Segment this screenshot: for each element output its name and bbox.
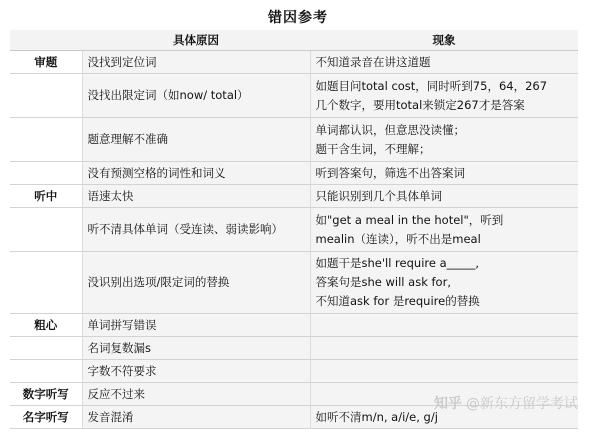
cause-text: 字数不符要求 <box>87 363 157 378</box>
cause-text: 语速太快 <box>87 188 134 203</box>
row-phenomenon <box>310 337 578 360</box>
watermark <box>434 393 578 413</box>
table-row <box>10 252 578 314</box>
phenomenon-text: mealin（连读），听不出是meal <box>315 231 481 246</box>
cause-text: 发音混淆 <box>87 409 134 424</box>
row-category <box>10 118 82 162</box>
row-cause <box>82 185 310 208</box>
row-phenomenon <box>310 208 578 252</box>
row-category: 听中 <box>10 185 82 208</box>
phenomenon-text: 只能识别到几个具体单词 <box>315 188 442 203</box>
phenomenon-text: 不知道录音在讲这道题 <box>315 54 431 69</box>
table-row <box>10 162 578 185</box>
table-row <box>10 337 578 360</box>
table-row <box>10 208 578 252</box>
cause-text: 听不清具体单词（受连读、弱读影响） <box>87 222 283 236</box>
table-row <box>10 74 578 118</box>
table-row <box>10 360 578 383</box>
cause-text: 没找到定位词 <box>87 54 157 69</box>
row-cause <box>82 252 310 314</box>
row-cause <box>82 383 310 406</box>
row-cause <box>82 360 310 383</box>
phenomenon-text: 不知道ask for 是require的替换 <box>315 294 480 308</box>
row-category <box>10 360 82 383</box>
header-category <box>10 30 82 51</box>
error-cause-table <box>10 30 578 429</box>
row-cause <box>82 74 310 118</box>
row-category <box>10 162 82 185</box>
row-category: 审题 <box>10 51 82 74</box>
cause-text: 没有预测空格的词性和词义 <box>87 165 226 180</box>
cause-text: 题意理解不准确 <box>87 132 168 146</box>
row-cause <box>82 51 310 74</box>
row-cause <box>82 406 310 429</box>
row-cause <box>82 118 310 162</box>
row-phenomenon <box>310 360 578 383</box>
row-phenomenon <box>310 314 578 337</box>
row-phenomenon <box>310 51 578 74</box>
cause-text: 反应不过来 <box>87 386 145 401</box>
phenomenon-text: 如听不清m/n, a/i/e, g/j <box>315 409 438 424</box>
cause-text: 单词拼写错误 <box>87 317 157 332</box>
phenomenon-text: 如题干是she'll require a_____, <box>315 256 480 270</box>
phenomenon-text: 答案句是she will ask for, <box>315 275 451 289</box>
row-category <box>10 337 82 360</box>
row-phenomenon <box>310 252 578 314</box>
cause-text: 没找出限定词（如now/ total） <box>87 88 249 102</box>
row-phenomenon <box>310 162 578 185</box>
row-category: 名字听写 <box>10 406 82 429</box>
watermark-text: @新东方留学考试 <box>466 396 578 412</box>
cause-text: 名词复数漏s <box>87 340 151 355</box>
row-cause <box>82 162 310 185</box>
table-header-row <box>10 30 578 51</box>
row-cause <box>82 208 310 252</box>
header-phenomenon: 现象 <box>310 30 578 51</box>
table-row <box>10 51 578 74</box>
table-row <box>10 118 578 162</box>
row-category: 数字听写 <box>10 383 82 406</box>
row-phenomenon <box>310 185 578 208</box>
table-row <box>10 185 578 208</box>
row-category: 粗心 <box>10 314 82 337</box>
header-cause: 具体原因 <box>82 30 310 51</box>
phenomenon-text: 单词都认识，但意思没读懂； <box>315 122 465 137</box>
row-phenomenon <box>310 74 578 118</box>
row-category <box>10 74 82 118</box>
phenomenon-text: 如题目问total cost，同时听到75，64，267 <box>315 78 548 93</box>
phenomenon-text: 题干含生词，不理解； <box>315 141 431 156</box>
row-phenomenon <box>310 118 578 162</box>
zhihu-logo-icon: 知乎 <box>434 396 462 412</box>
phenomenon-text: 如"get a meal in the hotel"，听到 <box>315 212 504 227</box>
phenomenon-text: 听到答案句，筛选不出答案词 <box>315 165 465 180</box>
table-row <box>10 314 578 337</box>
page-title: 错因参考 <box>268 10 328 26</box>
row-category <box>10 252 82 314</box>
row-cause <box>82 337 310 360</box>
cause-text: 没识别出选项/限定词的替换 <box>87 275 230 289</box>
row-category <box>10 208 82 252</box>
row-cause <box>82 314 310 337</box>
phenomenon-text: 几个数字，要用total来锁定267才是答案 <box>315 97 525 112</box>
